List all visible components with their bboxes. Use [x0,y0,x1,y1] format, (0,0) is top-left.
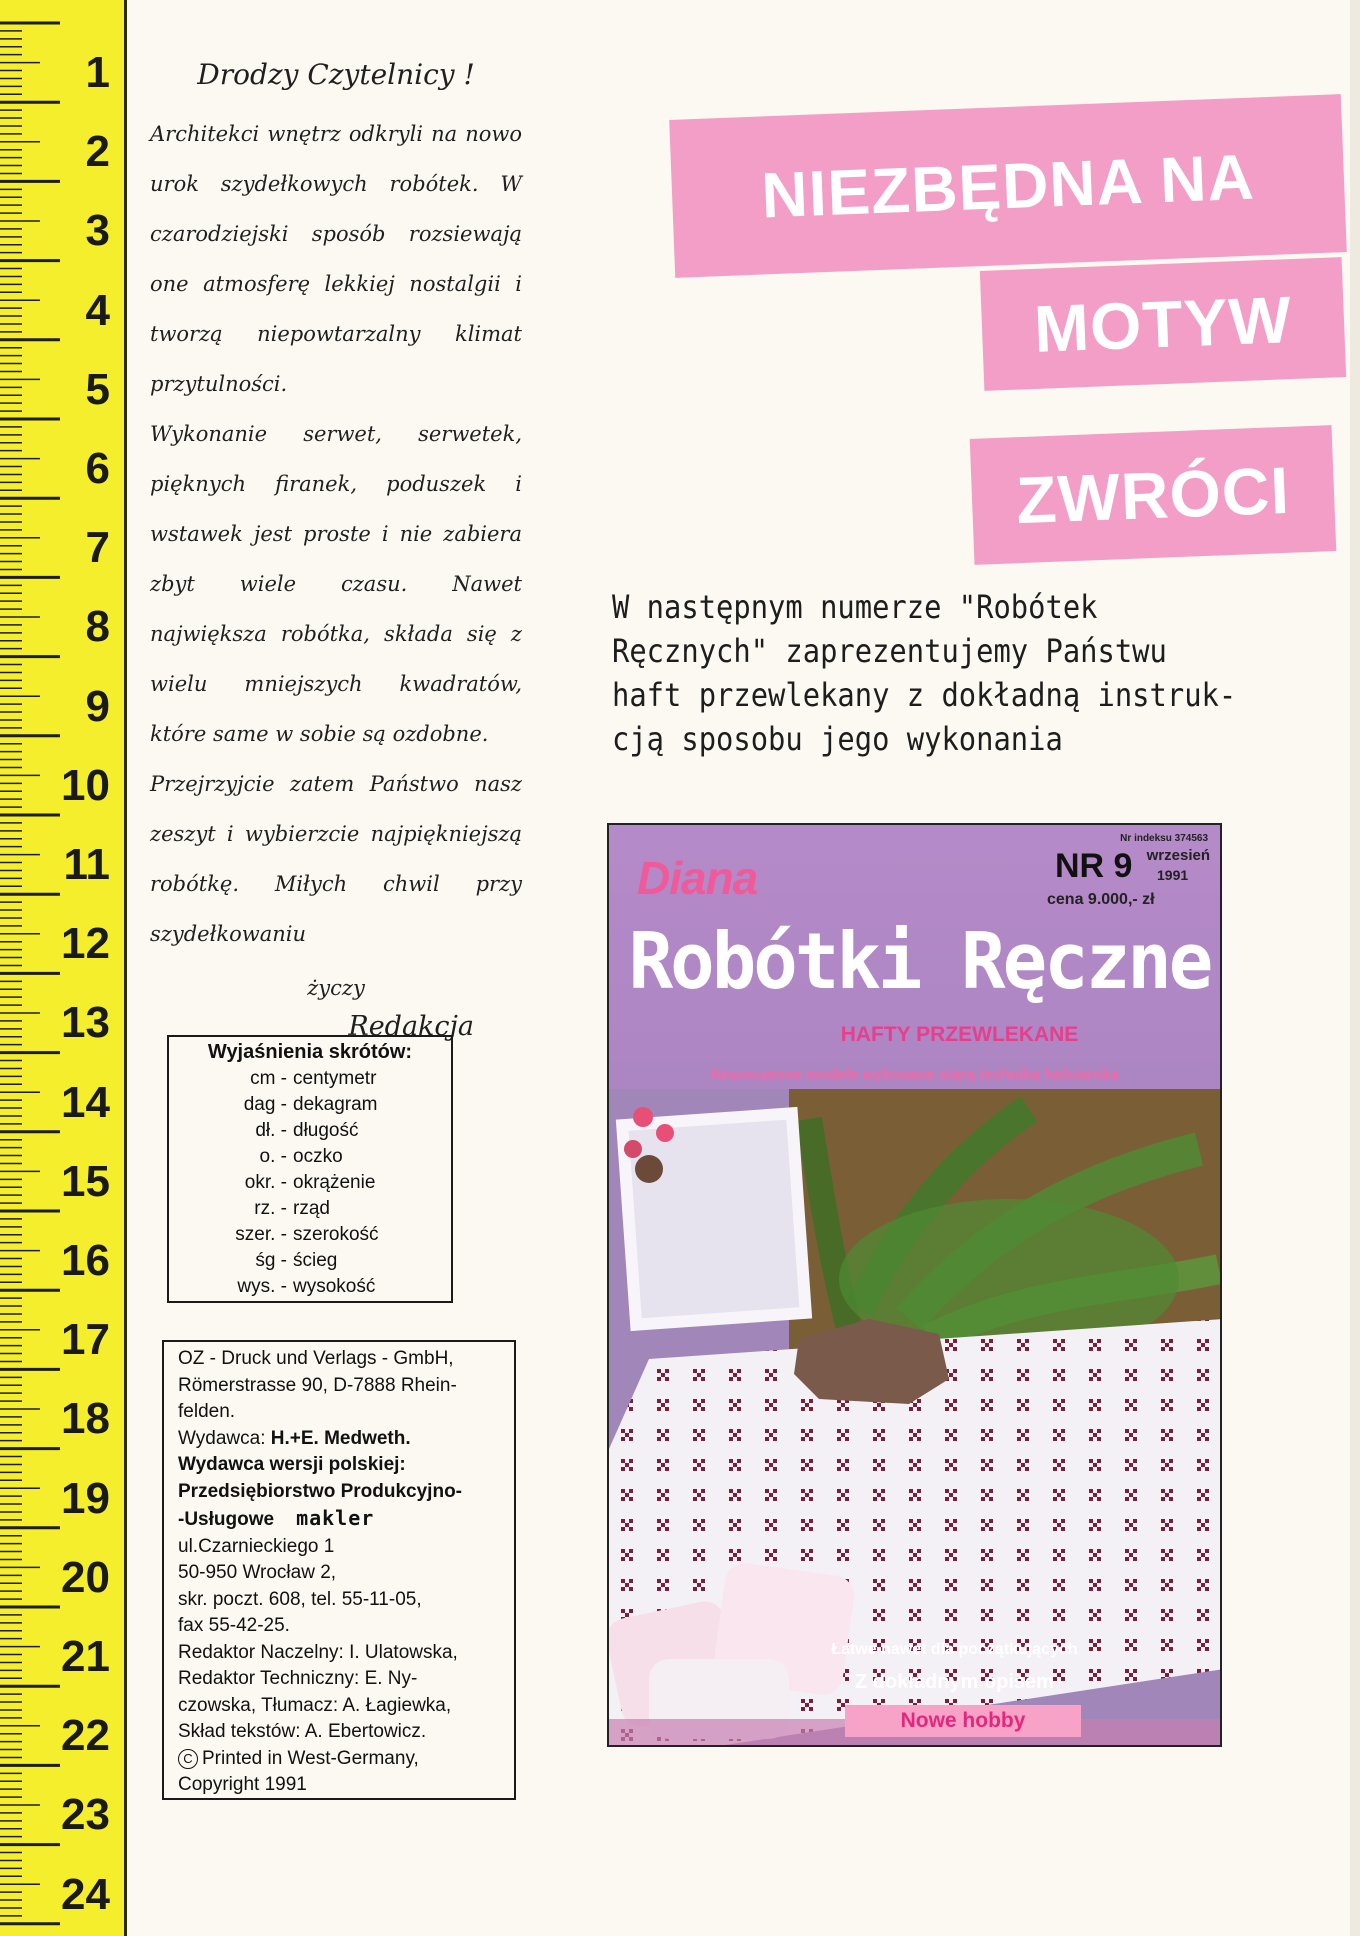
ruler-number: 17 [61,1315,110,1365]
ruler-number: 18 [61,1394,110,1444]
announcement-line: W następnym numerze "Robótek [612,588,1098,626]
ruler-number: 15 [61,1156,110,1206]
cover-title: Robótki Ręczne [628,916,1211,1008]
abbreviation-row [169,1222,451,1248]
publisher-line: OZ - Druck und Verlags - GmbH, [178,1348,454,1369]
publisher-line [178,1746,508,1773]
cover-description-text: Z dokładnym opisem [855,1671,1054,1693]
abbreviation-meaning: ścieg [293,1250,338,1271]
printed-in: Printed in West-Germany, [202,1747,419,1769]
abbreviation-row [169,1144,451,1170]
ruler-number: 23 [61,1790,110,1840]
cover-tagline: Nowoczesne modele wykonane starą techniką hafciarską [710,1066,1119,1083]
abbreviation-key: dag - [243,1094,287,1115]
publisher-line: Skład tekstów: A. Ebertowicz. [178,1721,427,1742]
ruler-number: 3 [85,206,110,256]
letter-paragraph-2: Wykonanie serwet, serwetek, pięknych firanek, poduszek i wstawek jest proste i nie zabiera zbyt wiele czasu. Nawet największa robótka, składa się z wielu mniejszych kwadratów, które same w sobie są ozdobne. [150,422,522,746]
abbreviation-key: wys. - [237,1276,287,1297]
ruler-number: 19 [61,1473,110,1523]
announcement-line: Ręcznych" zaprezentujemy Państwu [612,632,1167,670]
abbreviation-meaning: długość [293,1120,359,1141]
ruler-number: 11 [63,840,110,889]
publisher-line: Copyright 1991 [178,1774,307,1795]
ruler-number: 4 [85,285,110,335]
publisher-line: fax 55-42-25. [178,1615,290,1636]
abbreviation-meaning: szerokość [293,1224,379,1245]
headline-bar-3: ZWRÓCI [970,425,1337,565]
headline-bar-2: MOTYW [980,257,1346,391]
page-edge [1350,0,1360,1936]
abbreviations-box [167,1035,453,1303]
announcement-line: haft przewlekany z dokładną instruk- [612,676,1237,714]
abbreviation-key: dł. - [255,1120,287,1141]
ruler-number: 7 [85,523,110,573]
publisher-line: felden. [178,1401,236,1422]
publisher-name: H.+E. Medweth. [270,1427,411,1449]
cover-subtitle: HAFTY PRZEWLEKANE [840,1023,1079,1046]
cover-easy-text: Łatwe nawet dla początkujących [831,1641,1078,1658]
publisher-line: skr. poczt. 608, tel. 55-11-05, [178,1588,422,1610]
abbreviation-meaning: oczko [293,1146,343,1167]
abbreviation-row [169,1066,451,1092]
abbreviation-row [169,1092,451,1118]
ruler-number: 2 [85,127,110,177]
editorial-letter [150,58,522,1047]
ruler-number: 6 [85,444,110,493]
publisher-line: Redaktor Techniczny: E. Ny- [178,1668,418,1689]
letter-paragraph-1: Architekci wnętrz odkryli na nowo urok szydełkowych robótek. W czarodziejski sposób rozsiewają one atmosferę lekkiej nostalgii i tworzą niepowtarzalny klimat przytulności. [150,122,522,396]
ruler-number: 22 [61,1711,110,1761]
abbreviation-meaning: rząd [293,1198,330,1219]
headline-bar-1: NIEZBĘDNA NA [669,94,1347,278]
letter-closing: życzy [307,976,365,1000]
ruler-number: 5 [85,364,110,414]
publisher-line: Przedsiębiorstwo Produkcyjno- [178,1480,462,1502]
publisher-line [178,1426,508,1453]
publisher-line: ul.Czarnieckiego 1 [178,1535,335,1557]
publisher-line: czowska, Tłumacz: A. Łagiewka, [178,1694,452,1716]
ruler-number: 8 [85,602,110,652]
abbreviation-key: szer. - [235,1224,287,1245]
cover-year: 1991 [1157,867,1189,883]
abbreviation-key: rz. - [254,1198,287,1219]
letter-signature: Redakcja [348,1011,474,1042]
abbreviation-meaning: centymetr [293,1068,377,1089]
next-issue-announcement [612,585,1237,761]
cover-issue-number: NR 9 [1055,847,1133,885]
abbreviation-key: okr. - [244,1172,287,1193]
publisher-line: Römerstrasse 90, D-7888 Rhein- [178,1374,457,1396]
abbreviation-row [169,1118,451,1144]
publisher-line: Redaktor Naczelny: I. Ulatowska, [178,1641,458,1663]
ruler-number: 16 [61,1236,110,1285]
cover-hobby-badge: Nowe hobby [845,1705,1081,1737]
ruler-number: 13 [61,998,110,1048]
abbreviations-title: Wyjaśnienia skrótów: [207,1041,413,1063]
ruler-number: 24 [61,1869,110,1919]
ruler-number: 20 [61,1552,110,1602]
abbreviation-meaning: okrążenie [293,1172,376,1193]
ruler-number: 10 [61,760,110,810]
publisher-line [178,1505,508,1534]
abbreviation-meaning: wysokość [293,1276,376,1297]
publisher-line: Wydawca wersji polskiej: [178,1454,406,1475]
abbreviation-key: o. - [259,1146,287,1167]
announcement-line: cją sposobu jego wykonania [612,720,1063,758]
ruler-number: 14 [61,1077,110,1127]
publisher-line: 50-950 Wrocław 2, [178,1562,337,1583]
abbreviation-row [169,1196,451,1222]
magazine-cover [607,823,1222,1747]
framed-embroidery [622,1113,806,1324]
letter-paragraph-3: Przejrzyjcie zatem Państwo nasz zeszyt i wybierzcie najpiękniejszą robótkę. Miłych chwil przy szydełkowaniu [150,772,522,946]
makler-logo: makler [296,1506,375,1530]
letter-greeting: Drodzy Czytelnicy ! [197,58,475,91]
abbreviation-key: śg - [255,1250,287,1271]
abbreviation-row [169,1170,451,1196]
cover-index-number: Nr indeksu 374563 [1120,833,1208,844]
abbreviation-row [169,1274,451,1300]
ruler-number: 1 [85,48,110,97]
cover-month: wrzesień [1146,847,1210,864]
ruler-number: 21 [61,1632,110,1681]
measuring-ruler [0,0,127,1936]
cover-price: cena 9.000,- zł [1047,891,1155,908]
cover-brand: Diana [637,852,758,904]
copyright-icon: C [178,1749,198,1769]
ruler-number: 9 [85,681,110,731]
publisher-info-box [162,1340,516,1800]
abbreviation-key: cm - [250,1068,287,1089]
publisher-company-type: -Usługowe [178,1509,275,1530]
ruler-number: 12 [61,919,110,969]
abbreviation-row [169,1248,451,1274]
abbreviation-meaning: dekagram [293,1094,378,1115]
publisher-label: Wydawca: [178,1427,271,1449]
